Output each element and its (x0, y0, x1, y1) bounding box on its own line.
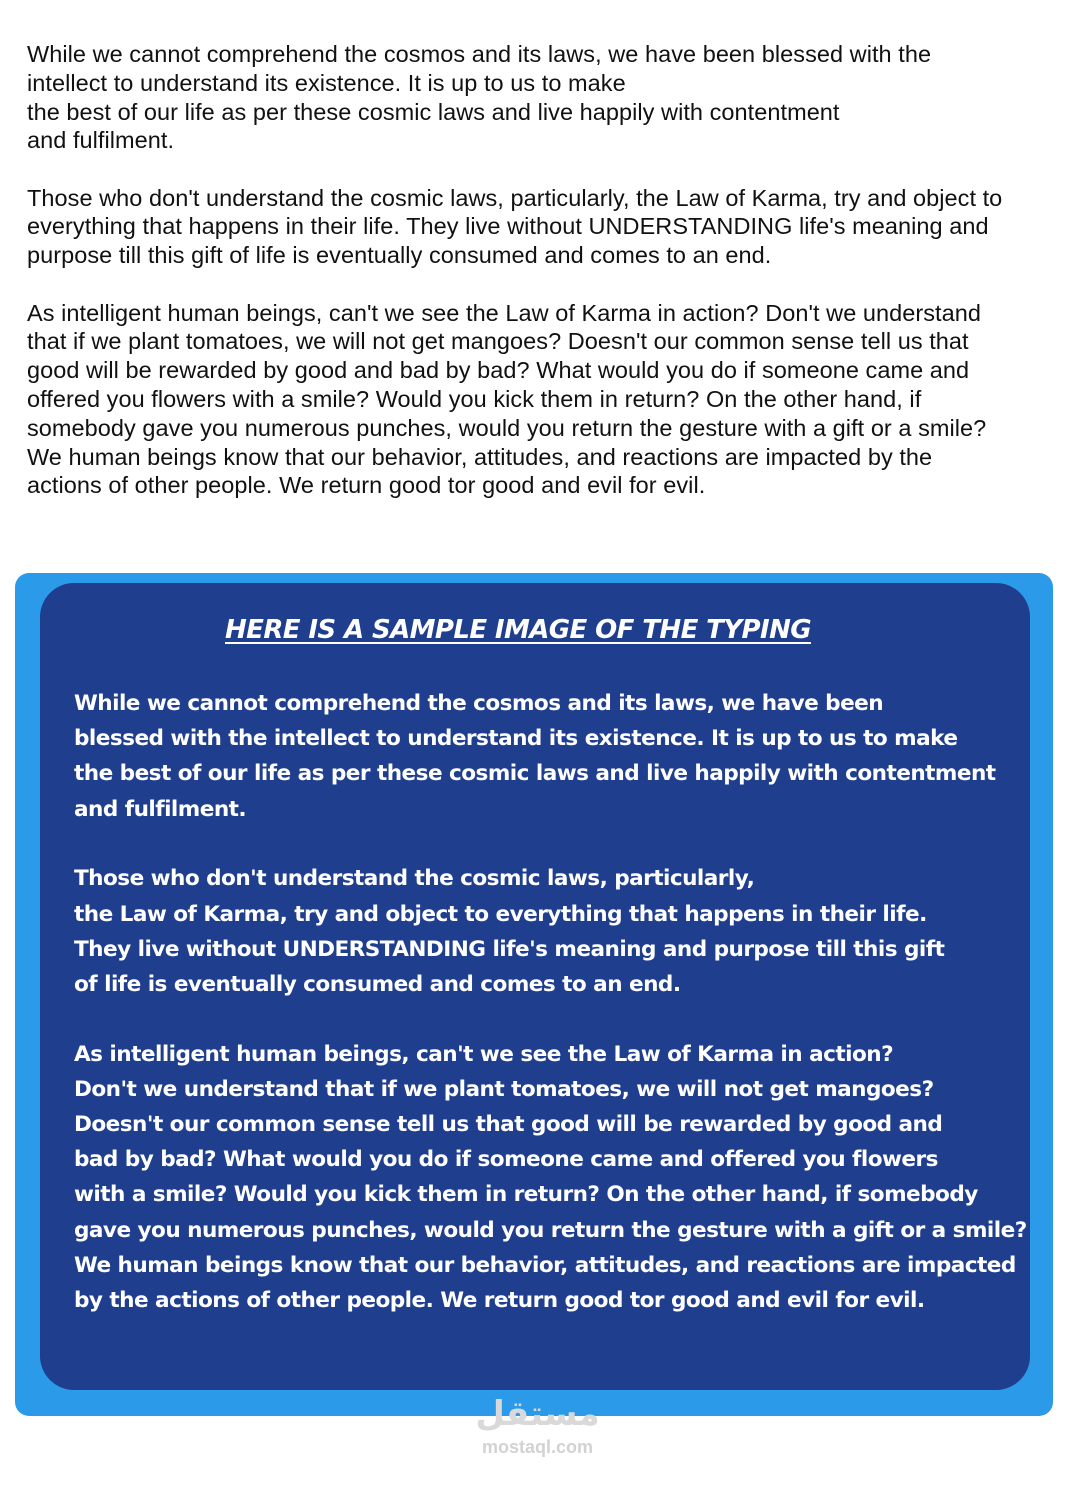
text-line: everything that happens in their life. They live without UNDERSTANDING life's meaning and (27, 213, 989, 240)
text-line: bad by bad? What would you do if someone came and offered you flowers (74, 1147, 938, 1173)
paragraph (27, 40, 1067, 155)
sample-image-heading: HERE IS A SAMPLE IMAGE OF THE TYPING (225, 615, 811, 645)
text-line: the Law of Karma, try and object to everything that happens in their life. (74, 901, 927, 927)
paragraph (74, 861, 1024, 1002)
text-line: We human beings know that our behavior, attitudes, and reactions are impacted by the (27, 443, 933, 470)
text-line: and fulfilment. (74, 796, 247, 822)
text-line: actions of other people. We return good tor good and evil for evil. (27, 472, 706, 499)
paragraph (74, 1037, 1027, 1319)
text-line: We human beings know that our behavior, attitudes, and reactions are impacted (74, 1252, 1016, 1278)
text-line: somebody gave you numerous punches, would you return the gesture with a gift or a smile? (27, 414, 987, 441)
text-line: purpose till this gift of life is eventually consumed and comes to an end. (27, 242, 772, 269)
paragraph (74, 686, 1024, 827)
text-line: Those who don't understand the cosmic laws, particularly, (74, 866, 755, 892)
text-line: Doesn't our common sense tell us that good will be rewarded by good and (74, 1112, 943, 1138)
text-line: As intelligent human beings, can't we see the Law of Karma in action? (74, 1041, 894, 1067)
text-line: the best of our life as per these cosmic laws and live happily with contentment (27, 98, 840, 125)
text-line: Those who don't understand the cosmic laws, particularly, the Law of Karma, try and object to (27, 184, 1003, 211)
text-line: by the actions of other people. We return good tor good and evil for evil. (74, 1288, 925, 1314)
text-line: good will be rewarded by good and bad by bad? What would you do if someone came and (27, 357, 970, 384)
text-line: They live without UNDERSTANDING life's meaning and purpose till this gift (74, 936, 945, 962)
text-line: gave you numerous punches, would you return the gesture with a gift or a smile? (74, 1217, 1027, 1243)
text-line: and fulfilment. (27, 127, 175, 154)
paragraph (27, 184, 1067, 270)
text-line: with a smile? Would you kick them in return? On the other hand, if somebody (74, 1182, 978, 1208)
text-line: that if we plant tomatoes, we will not get mangoes? Doesn't our common sense tell us that (27, 328, 969, 355)
watermark-logo: مستقل (475, 1394, 600, 1434)
text-line: offered you flowers with a smile? Would you kick them in return? On the other hand, if (27, 385, 922, 412)
text-line: While we cannot comprehend the cosmos and its laws, we have been blessed with the (27, 41, 932, 67)
watermark-url: mostaql.com (481, 1437, 594, 1457)
text-line: While we cannot comprehend the cosmos and its laws, we have been (74, 691, 884, 716)
text-line: of life is eventually consumed and comes to an end. (74, 971, 681, 997)
paragraph (27, 299, 1067, 501)
text-line: the best of our life as per these cosmic laws and live happily with contentment (74, 761, 996, 787)
watermark (0, 1394, 1075, 1458)
document-body (27, 40, 1067, 529)
text-line: As intelligent human beings, can't we see the Law of Karma in action? Don't we understand (27, 299, 981, 326)
text-line: intellect to understand its existence. It is up to us to make (27, 69, 626, 96)
sample-image-text (74, 686, 1027, 1353)
text-line: Don't we understand that if we plant tomatoes, we will not get mangoes? (74, 1076, 934, 1102)
text-line: blessed with the intellect to understand its existence. It is up to us to make (74, 726, 958, 752)
